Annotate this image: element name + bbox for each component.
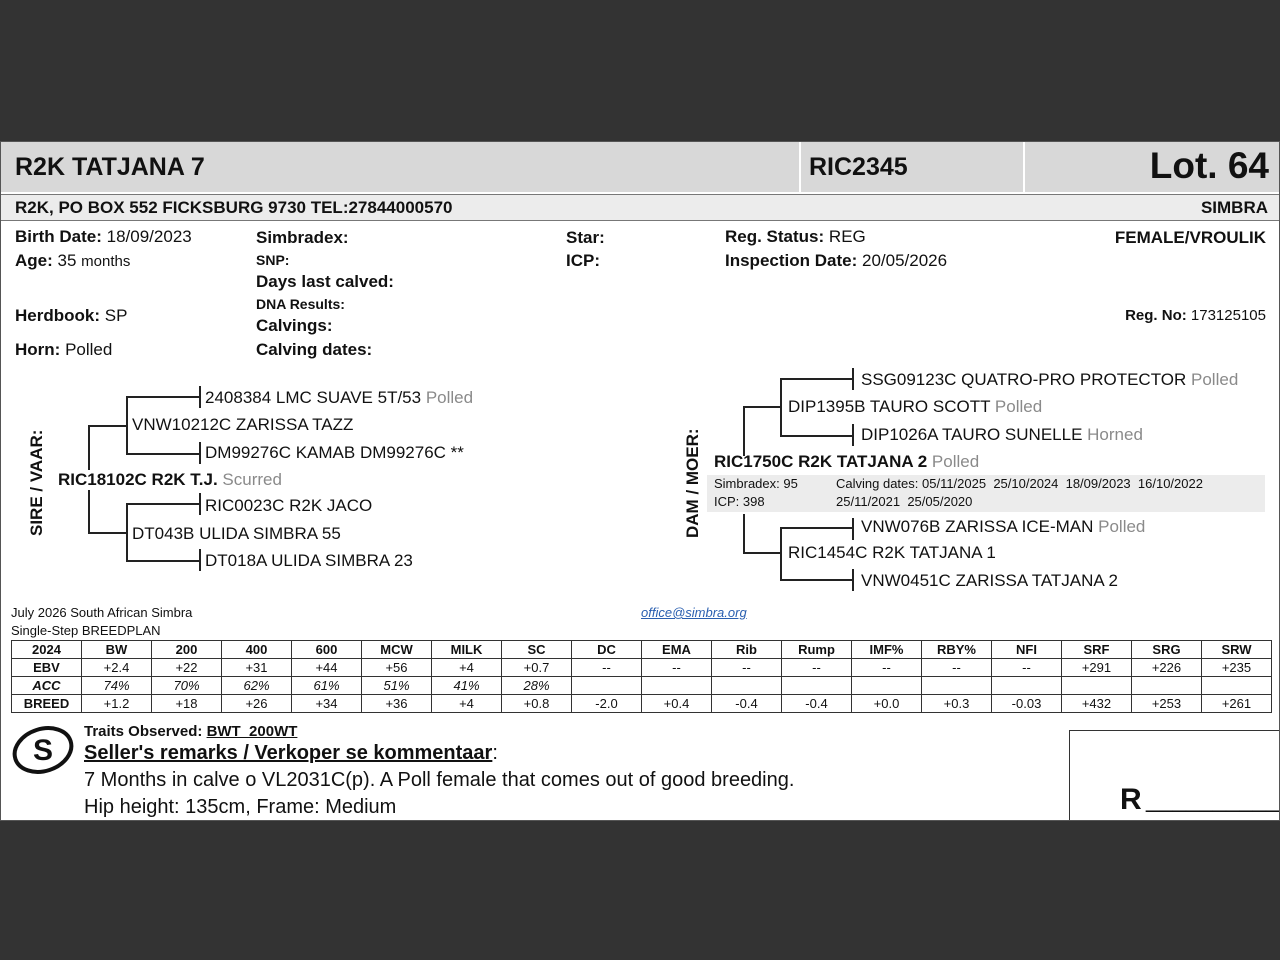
remarks-line-2: Hip height: 135cm, Frame: Medium bbox=[84, 796, 397, 818]
age: Age: 35 months bbox=[15, 251, 131, 270]
ebv-cell: SRF bbox=[1062, 641, 1132, 659]
dam-calving-dates: Calving dates: 05/11/2025 25/10/2024 18/09/2023 16/10/2022 bbox=[836, 476, 1203, 491]
dam-calving-dates-cont: 25/11/2021 25/05/2020 bbox=[836, 494, 973, 509]
ebv-cell: -2.0 bbox=[572, 695, 642, 713]
ebv-header-row bbox=[12, 641, 1272, 659]
dam-dam-sire: VNW076B ZARISSA ICE-MAN Polled bbox=[861, 517, 1146, 536]
header-lot-cell bbox=[1023, 142, 1280, 192]
ebv-cell: -0.4 bbox=[712, 695, 782, 713]
sex: FEMALE/VROULIK bbox=[1114, 228, 1266, 247]
dam-dam-dam: VNW0451C ZARISSA TATJANA 2 bbox=[861, 571, 1118, 590]
ebv-cell bbox=[1132, 677, 1202, 695]
ebv-cell bbox=[712, 677, 782, 695]
dna-results-label: DNA Results: bbox=[256, 296, 345, 312]
star-label: Star: bbox=[566, 228, 605, 247]
birth-date: Birth Date: 18/09/2023 bbox=[15, 227, 192, 246]
owner-bar bbox=[1, 194, 1280, 221]
ebv-cell: +0.3 bbox=[922, 695, 992, 713]
ebv-cell: 70% bbox=[152, 677, 222, 695]
owner-details: R2K, PO BOX 552 FICKSBURG 9730 TEL:27844000570 bbox=[15, 198, 453, 217]
header-name-cell bbox=[1, 142, 799, 192]
ebv-cell: +2.4 bbox=[82, 659, 152, 677]
breed-name: SIMBRA bbox=[1200, 198, 1268, 217]
ebv-cell: BW bbox=[82, 641, 152, 659]
ebv-cell: 62% bbox=[222, 677, 292, 695]
dam-dam: RIC1454C R2K TATJANA 1 bbox=[788, 543, 996, 562]
dam-simbradex: Simbradex: 95 bbox=[714, 476, 798, 491]
sire-side-label: SIRE / VAAR: bbox=[27, 429, 46, 536]
ebv-cell: -- bbox=[712, 659, 782, 677]
ebv-cell: +4 bbox=[432, 695, 502, 713]
ebv-row-ebv bbox=[12, 659, 1272, 677]
dam: RIC1750C R2K TATJANA 2 Polled bbox=[714, 452, 980, 471]
ebv-cell: -0.03 bbox=[992, 695, 1062, 713]
dam-icp: ICP: 398 bbox=[714, 494, 765, 509]
days-last-calved-label: Days last calved: bbox=[256, 272, 394, 291]
sire: RIC18102C R2K T.J. Scurred bbox=[58, 470, 286, 490]
ebv-cell: -- bbox=[852, 659, 922, 677]
ebv-cell: NFI bbox=[992, 641, 1062, 659]
breedplan-source: July 2026 South African Simbra bbox=[11, 605, 193, 620]
ebv-table bbox=[11, 640, 1272, 713]
ebv-cell: +18 bbox=[152, 695, 222, 713]
ebv-cell: EMA bbox=[642, 641, 712, 659]
reg-no: Reg. No: 173125105 bbox=[1125, 307, 1266, 324]
ebv-cell: DC bbox=[572, 641, 642, 659]
ebv-row-acc bbox=[12, 677, 1272, 695]
simbradex-label: Simbradex: bbox=[256, 228, 349, 247]
currency-symbol: R bbox=[1120, 783, 1142, 816]
dam-sire-bracket bbox=[780, 378, 782, 436]
ebv-cell: +56 bbox=[362, 659, 432, 677]
sire-dam: DT043B ULIDA SIMBRA 55 bbox=[132, 524, 341, 543]
ebv-cell: SRW bbox=[1202, 641, 1272, 659]
dam-top-bracket bbox=[743, 406, 745, 456]
logo-letter: S bbox=[32, 734, 54, 767]
ebv-row-breed bbox=[12, 695, 1272, 713]
ebv-cell: +22 bbox=[152, 659, 222, 677]
ebv-cell: 51% bbox=[362, 677, 432, 695]
ebv-cell: +0.7 bbox=[502, 659, 572, 677]
dam-sire-dam: DIP1026A TAURO SUNELLE Horned bbox=[861, 425, 1143, 444]
sire-dam-bracket bbox=[126, 503, 128, 561]
ebv-cell: -- bbox=[922, 659, 992, 677]
ebv-cell: +0.0 bbox=[852, 695, 922, 713]
price-blank: __________ bbox=[1146, 786, 1280, 813]
card-header bbox=[1, 142, 1280, 192]
sire-sire-sire: 2408384 LMC SUAVE 5T/53 Polled bbox=[205, 388, 474, 407]
lot-card bbox=[0, 141, 1280, 821]
ebv-cell: SC bbox=[502, 641, 572, 659]
lot-number: Lot. 64 bbox=[1149, 145, 1269, 186]
ebv-cell: 600 bbox=[292, 641, 362, 659]
dam-bottom-bracket bbox=[743, 514, 745, 554]
snp-label: SNP: bbox=[256, 252, 290, 268]
sire-sire-dam: DM99276C KAMAB DM99276C ** bbox=[205, 443, 464, 462]
row-header: BREED bbox=[12, 695, 82, 713]
ebv-cell: +4 bbox=[432, 659, 502, 677]
sire-sire-bracket bbox=[126, 396, 128, 454]
ebv-cell bbox=[1062, 677, 1132, 695]
ebv-cell: MCW bbox=[362, 641, 432, 659]
ebv-cell: -- bbox=[572, 659, 642, 677]
ebv-cell: 200 bbox=[152, 641, 222, 659]
ebv-cell: Rib bbox=[712, 641, 782, 659]
simbra-logo-icon bbox=[11, 724, 75, 776]
ebv-cell: IMF% bbox=[852, 641, 922, 659]
ebv-cell: +432 bbox=[1062, 695, 1132, 713]
ebv-cell: 61% bbox=[292, 677, 362, 695]
ebv-cell: -- bbox=[642, 659, 712, 677]
ebv-cell: RBY% bbox=[922, 641, 992, 659]
dam-side-label: DAM / MOER: bbox=[683, 428, 702, 538]
row-header: EBV bbox=[12, 659, 82, 677]
ebv-cell: 400 bbox=[222, 641, 292, 659]
calvings-label: Calvings: bbox=[256, 316, 333, 335]
ebv-cell: +291 bbox=[1062, 659, 1132, 677]
sire-sire: VNW10212C ZARISSA TAZZ bbox=[132, 415, 354, 434]
ebv-cell bbox=[572, 677, 642, 695]
ebv-cell: +44 bbox=[292, 659, 362, 677]
row-header: ACC bbox=[12, 677, 82, 695]
dam-sire-sire: SSG09123C QUATRO-PRO PROTECTOR Polled bbox=[861, 370, 1239, 389]
inspection-date: Inspection Date: 20/05/2026 bbox=[725, 251, 948, 270]
remarks-line-1: 7 Months in calve o VL2031C(p). A Poll female that comes out of good breeding. bbox=[84, 769, 795, 791]
dam-sire: DIP1395B TAURO SCOTT Polled bbox=[788, 397, 1043, 416]
ebv-cell bbox=[852, 677, 922, 695]
ebv-cell: 41% bbox=[432, 677, 502, 695]
ebv-cell: -- bbox=[992, 659, 1062, 677]
ebv-cell bbox=[782, 677, 852, 695]
ebv-cell bbox=[642, 677, 712, 695]
ebv-cell: +235 bbox=[1202, 659, 1272, 677]
ebv-cell: +0.4 bbox=[642, 695, 712, 713]
herdbook: Herdbook: SP bbox=[15, 306, 128, 325]
ebv-cell bbox=[992, 677, 1062, 695]
ebv-cell: SRG bbox=[1132, 641, 1202, 659]
sire-dam-dam: DT018A ULIDA SIMBRA 23 bbox=[205, 551, 413, 570]
ebv-cell: +36 bbox=[362, 695, 432, 713]
ebv-cell: +26 bbox=[222, 695, 292, 713]
breedplan-method: Single-Step BREEDPLAN bbox=[11, 623, 161, 638]
ebv-cell: -- bbox=[782, 659, 852, 677]
ebv-cell: +34 bbox=[292, 695, 362, 713]
ebv-cell: +261 bbox=[1202, 695, 1272, 713]
sire-dam-sire: RIC0023C R2K JACO bbox=[205, 496, 373, 515]
ebv-cell: 74% bbox=[82, 677, 152, 695]
dam-dam-bracket bbox=[780, 527, 782, 580]
ebv-cell: 28% bbox=[502, 677, 572, 695]
ebv-cell: +0.8 bbox=[502, 695, 572, 713]
ebv-cell: +226 bbox=[1132, 659, 1202, 677]
email-link[interactable]: office@simbra.org bbox=[641, 605, 747, 620]
ebv-cell bbox=[1202, 677, 1272, 695]
ebv-cell: +31 bbox=[222, 659, 292, 677]
traits-observed: Traits Observed: BWT 200WT bbox=[84, 723, 298, 740]
ebv-cell bbox=[922, 677, 992, 695]
header-code-cell bbox=[799, 142, 1023, 192]
price-box[interactable] bbox=[1069, 730, 1280, 821]
ebv-cell: +253 bbox=[1132, 695, 1202, 713]
remarks-title: Seller's remarks / Verkoper se kommentaar: bbox=[84, 742, 498, 764]
row-header: 2024 bbox=[12, 641, 82, 659]
horn-status: Horn: Polled bbox=[15, 340, 113, 359]
reg-status: Reg. Status: REG bbox=[725, 227, 866, 246]
ebv-cell: MILK bbox=[432, 641, 502, 659]
ebv-cell: -0.4 bbox=[782, 695, 852, 713]
animal-name: R2K TATJANA 7 bbox=[15, 153, 205, 181]
registration-code: RIC2345 bbox=[809, 153, 908, 181]
ebv-cell: Rump bbox=[782, 641, 852, 659]
ebv-cell: +1.2 bbox=[82, 695, 152, 713]
calving-dates-label: Calving dates: bbox=[256, 340, 373, 359]
icp-label: ICP: bbox=[566, 251, 600, 270]
